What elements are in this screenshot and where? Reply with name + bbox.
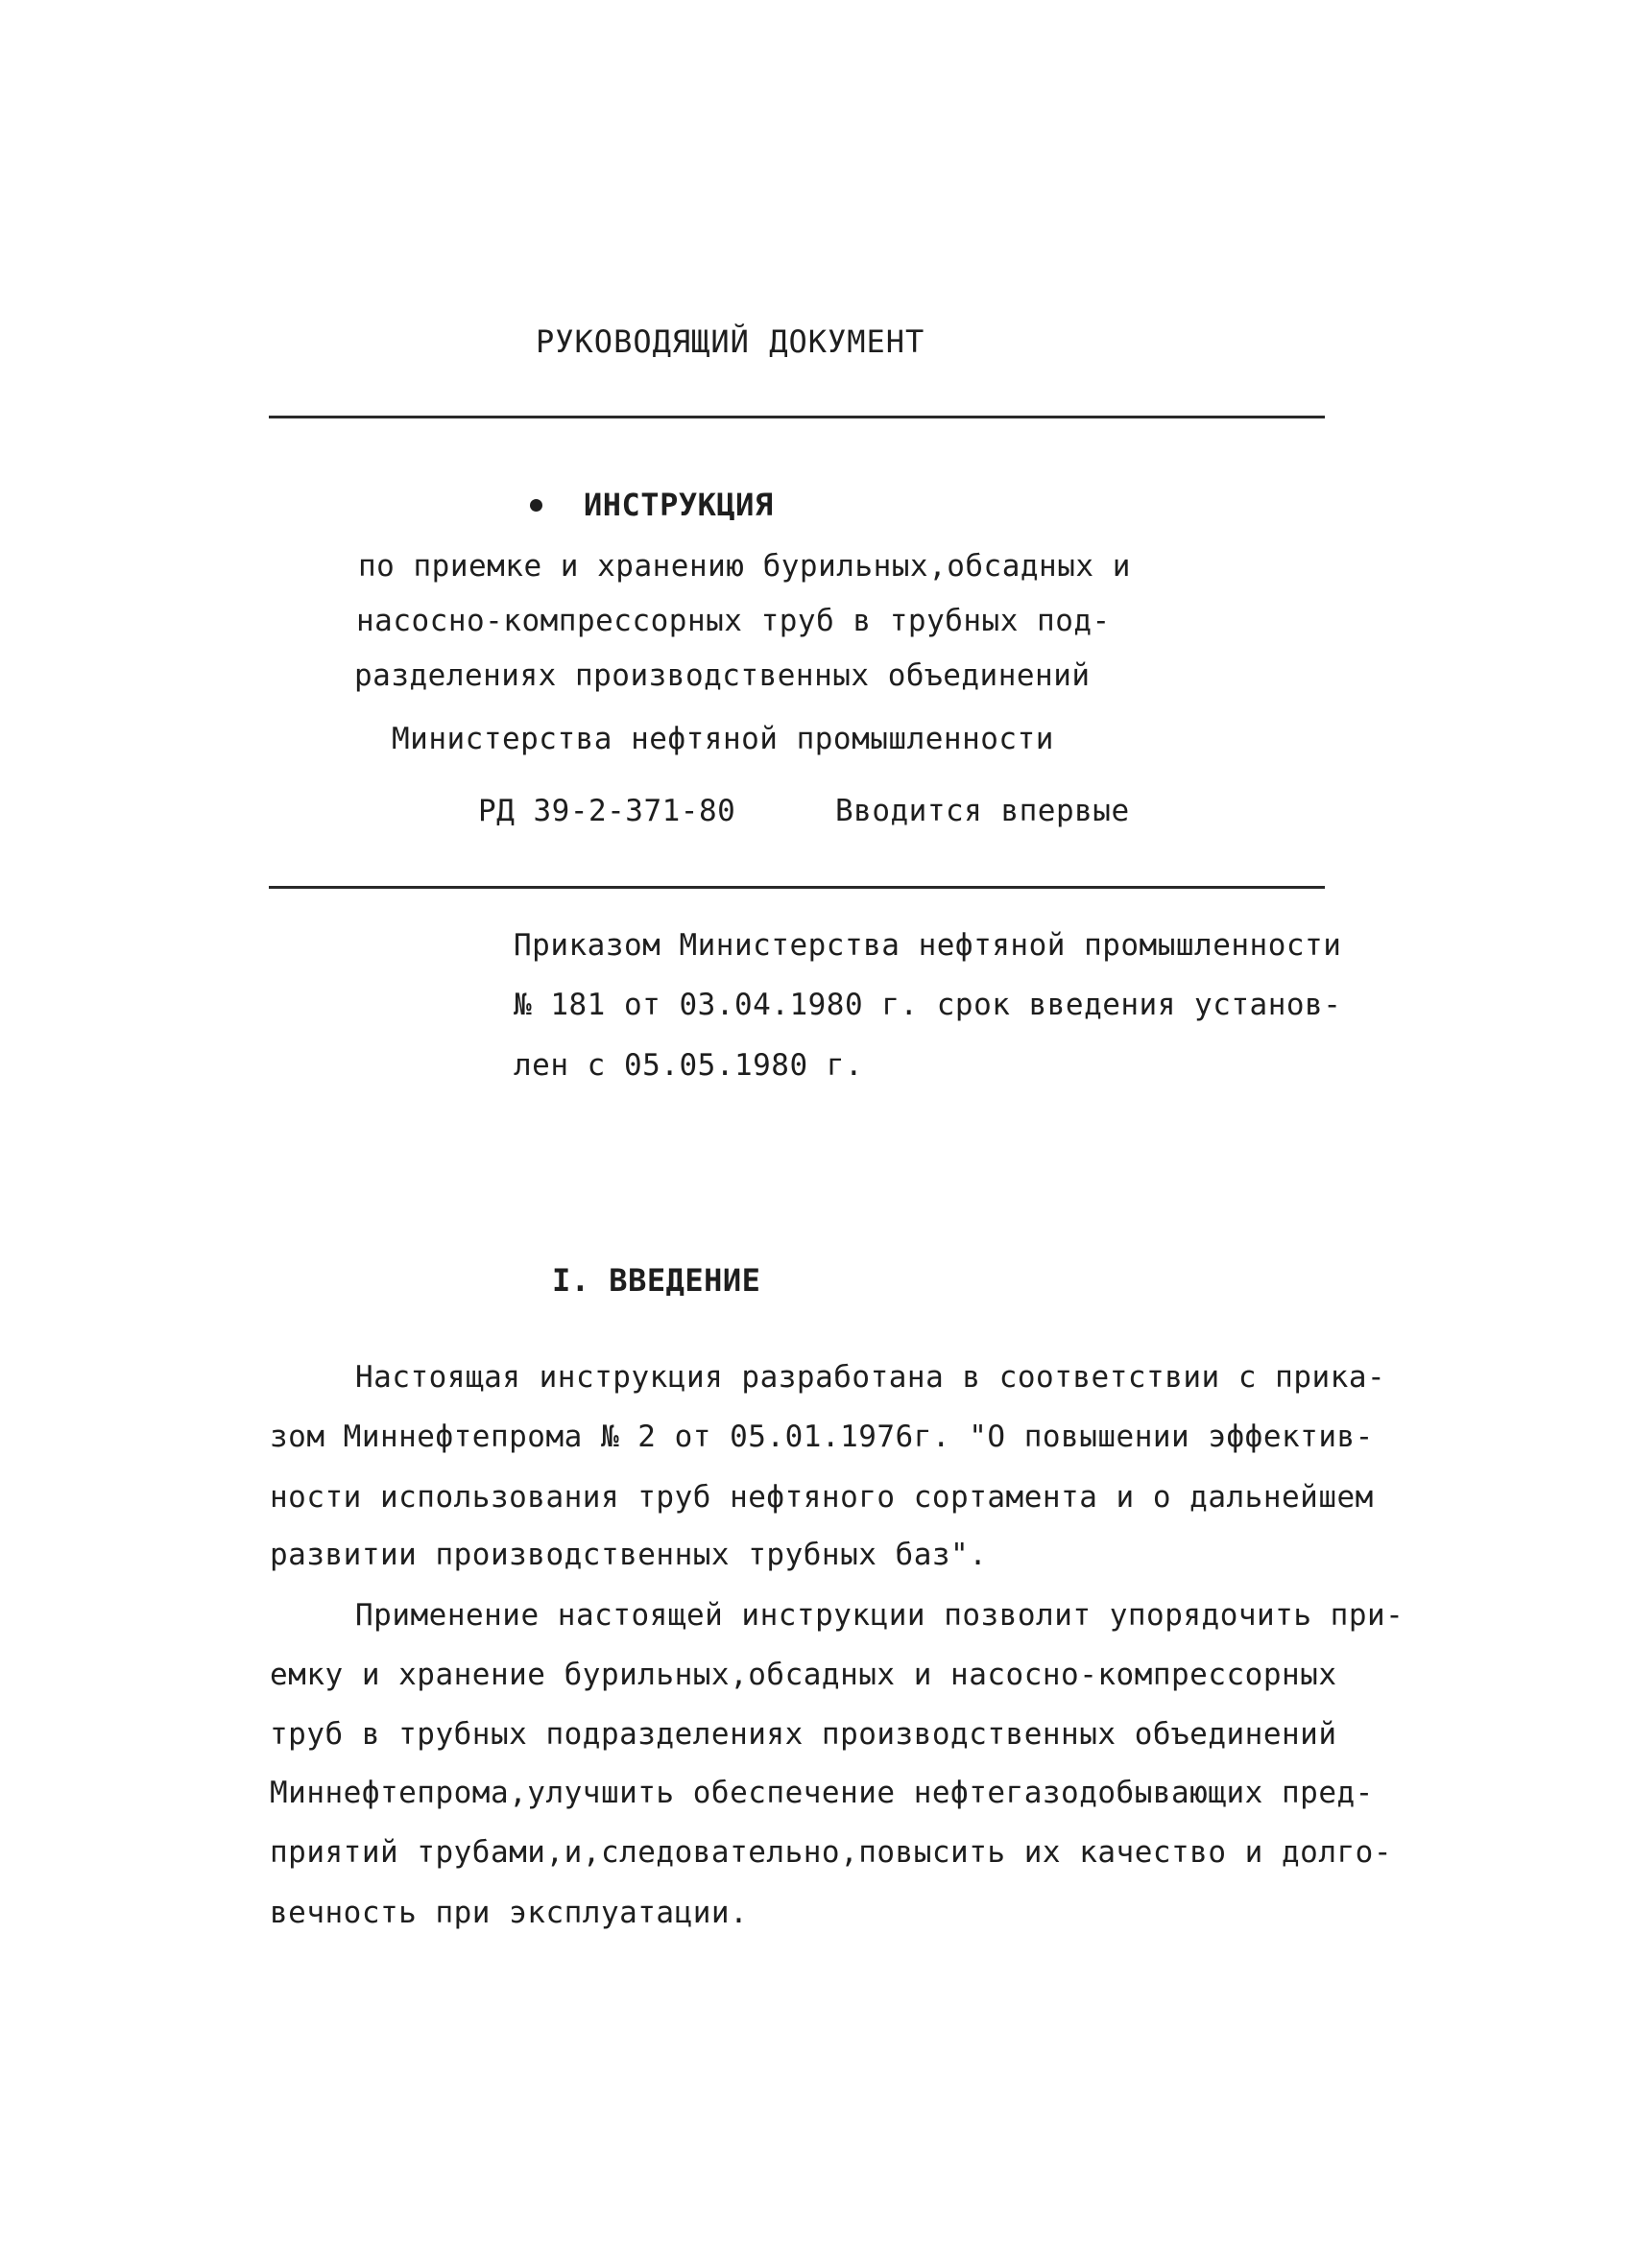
document-code: РД 39-2-371-80 bbox=[478, 794, 736, 828]
paragraph-2-line: Миннефтепрома,улучшить обеспечение нефтегазодобывающих пред- bbox=[270, 1776, 1374, 1810]
paragraph-2-line: труб в трубных подразделениях производственных объединений bbox=[270, 1717, 1337, 1752]
instruction-subtitle-line: по приемке и хранению бурильных,обсадных и bbox=[358, 549, 1131, 584]
section-heading: I. ВВЕДЕНИЕ bbox=[552, 1262, 761, 1299]
paragraph-1-line: развитии производственных трубных баз". bbox=[270, 1538, 988, 1572]
instruction-subtitle-line: насосно-компрессорных труб в трубных под- bbox=[356, 604, 1111, 638]
paragraph-2-line: вечность при эксплуатации. bbox=[270, 1896, 749, 1930]
top-divider bbox=[269, 416, 1325, 418]
document-type-heading: РУКОВОДЯЩИЙ ДОКУМЕНТ bbox=[536, 323, 925, 360]
instruction-subtitle-line: разделениях производственных объединений bbox=[354, 658, 1091, 693]
paragraph-1-line: зом Миннефтепрома № 2 от 05.01.1976г. "О повышении эффектив- bbox=[270, 1420, 1374, 1454]
paragraph-2-line: емку и хранение бурильных,обсадных и насосно-компрессорных bbox=[270, 1658, 1337, 1692]
bullet-dot-icon bbox=[530, 499, 542, 512]
paragraph-2-line: Применение настоящей инструкции позволит упорядочить при- bbox=[355, 1598, 1405, 1633]
paragraph-1-line: ности использования труб нефтяного сортамента и о дальнейшем bbox=[270, 1480, 1374, 1515]
introduction-status: Вводится впервые bbox=[835, 794, 1130, 828]
order-line: Приказом Министерства нефтяной промышленности bbox=[514, 928, 1342, 963]
instruction-title: ИНСТРУКЦИЯ bbox=[584, 487, 774, 523]
bottom-divider bbox=[269, 886, 1325, 889]
paragraph-2-line: приятий трубами,и,следовательно,повысить их качество и долго- bbox=[270, 1835, 1392, 1870]
paragraph-1-line: Настоящая инструкция разработана в соответствии с прика- bbox=[355, 1360, 1386, 1395]
order-line: № 181 от 03.04.1980 г. срок введения установ- bbox=[514, 988, 1342, 1022]
instruction-subtitle-line: Министерства нефтяной промышленности bbox=[392, 722, 1054, 756]
order-line: лен с 05.05.1980 г. bbox=[514, 1048, 864, 1083]
